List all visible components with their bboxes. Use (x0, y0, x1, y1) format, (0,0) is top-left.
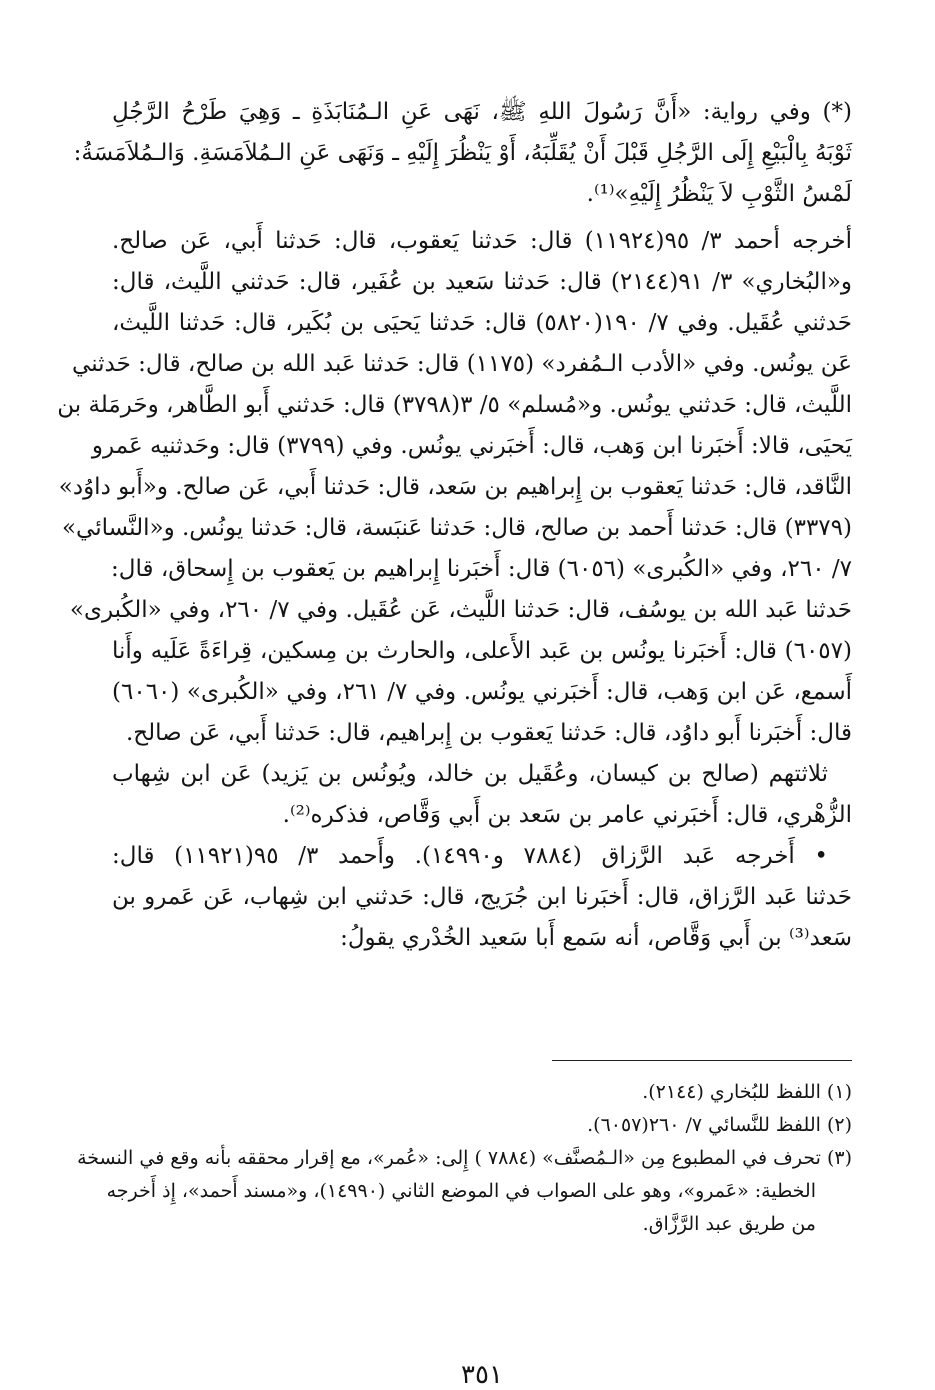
hadith-variant-text (73, 92, 852, 215)
text-line: (*) وفي رواية: «أَنَّ رَسُولَ اللهِ ﷺ، نَهَى عَنِ الـمُنَابَذَةِ ـ وَهِيَ طَرْحُ الرَّجُلِ (112, 99, 852, 125)
takhrij-paragraph-2 (112, 754, 852, 836)
text-line: سَعد⁽³⁾ بن أَبي وَقَّاص، أنه سَمع أَبا سَعيد الخُدْري يقولُ: (340, 925, 852, 951)
text-line: و«البُخاري» ٣/ ٩١(٢١٤٤) قال: حَدثنا سَعيد بن عُفَير، قال: حَدثني اللَّيث، قال: (112, 269, 853, 295)
footnote-separator (552, 1060, 852, 1061)
text-line: لَمْسُ الثَّوْبِ لاَ يَنْظُرُ إِلَيْهِ»⁽¹⁾. (586, 181, 852, 207)
text-line: ثلاثتهم (صالح بن كيسان، وعُقَيل بن خالد، ويُونُس بن يَزيد) عَن ابن شِهاب (112, 761, 828, 787)
footnotes (77, 1076, 852, 1241)
text-line: (٦٠٥٧) قال: أَخبَرنا يونُس بن عَبد الأَعلى، والحارث بن مِسكين، قِراءَةً عَلَيه وأَنا (112, 638, 852, 664)
footnote-1: (١) اللفظ للبُخاري (٢١٤٤). (642, 1081, 852, 1103)
text-line: (٣٣٧٩) قال: حَدثنا أَحمد بن صالح، قال: حَدثنا عَنبَسة، قال: حَدثنا يونُس. و«النَّسائي» (61, 515, 852, 541)
takhrij-paragraph-3 (112, 836, 852, 959)
text-line: حَدثني عُقَيل. وفي ٧/ ١٩٠(٥٨٢٠) قال: حَدثنا يَحيَى بن بُكَير، قال: حَدثنا اللَّيث، (112, 310, 852, 336)
text-line: حَدثنا عَبد الله بن يوسُف، قال: حَدثنا اللَّيث، عَن عُقَيل. وفي ٧/ ٢٦٠، وفي «الكُبرى» (69, 597, 852, 623)
footnote-2: (٢) اللفظ للنَّسائي ٧/ ٢٦٠(٦٠٥٧). (587, 1114, 852, 1136)
footnote-3-continuation: الخطية: «عَمرو»، وهو على الصواب في الموضع الثاني (١٤٩٩٠)، و«مسند أَحمد»، إِذ أَخرجه (106, 1180, 816, 1202)
text-line: قال: أَخبَرنا أَبو داوُد، قال: حَدثنا يَعقوب بن إِبراهيم، قال: حَدثنا أَبي، عَن صالح. (125, 720, 852, 746)
text-line: الزُّهْري، قال: أَخبَرني عامر بن سَعد بن أَبي وَقَّاص، فذكره⁽²⁾. (282, 802, 852, 828)
text-line: يَحيَى، قالا: أَخبَرنا ابن وَهب، قال: أَخبَرني يونُس. وفي (٣٧٩٩) قال: وحَدثنيه عَمرو (91, 433, 852, 459)
text-line: ثَوْبَهُ بِالْبَيْعِ إِلَى الرَّجُلِ قَبْلَ أَنْ يُقَلِّبَهُ، أَوْ يَنْظُرَ إِلَيْهِ ـ وَنَهَى عَنِ الـمُلاَمَسَةِ. وَالـمُلاَمَسَةُ: (73, 140, 852, 166)
text-line: ٧/ ٢٦٠، وفي «الكُبرى» (٦٠٥٦) قال: أَخبَرنا إِبراهيم بن يَعقوب بن إِسحاق، قال: (111, 556, 852, 582)
takhrij-paragraph-1 (57, 221, 853, 754)
page-number: ٣٥١ (461, 1360, 503, 1390)
text-line: أَسمع، عَن ابن وَهب، قال: أَخبَرني يونُس. وفي ٧/ ٢٦١، وفي «الكُبرى» (٦٠٦٠) (112, 679, 853, 705)
text-line: النَّاقد، قال: حَدثنا يَعقوب بن إِبراهيم بن سَعد، قال: حَدثنا أَبي، عَن صالح. و«أَبو داوُد» (58, 474, 852, 500)
text-line: • أَخرجه عَبد الرَّزاق (٧٨٨٤ و١٤٩٩٠). وأَحمد ٣/ ٩٥(١١٩٢١) قال: (112, 843, 828, 869)
page-body (57, 92, 853, 1390)
text-line: اللَّيث، قال: حَدثني يونُس. و«مُسلم» ٥/ ٣(٣٧٩٨) قال: حَدثني أَبو الطَّاهر، وحَرمَلة بن (57, 392, 852, 418)
text-line: عَن يونُس. وفي «الأدب الـمُفرد» (١١٧٥) قال: حَدثنا عَبد الله بن صالح، قال: حَدثني (72, 351, 852, 377)
footnote-3-continuation: من طريق عبد الرَّزَّاق. (642, 1213, 816, 1235)
text-line: حَدثنا عَبد الرَّزاق، قال: أَخبَرنا ابن جُرَيج، قال: حَدثني ابن شِهاب، عَن عَمرو بن (112, 884, 852, 910)
footnote-3: (٣) تحرف في المطبوع مِن «الـمُصنَّف» (٧٨٨٤ ) إِلى: «عُمر»، مع إقرار محققه بأنه وقع في النسخة (77, 1147, 852, 1169)
text-line: أخرجه أحمد ٣/ ٩٥(١١٩٢٤) قال: حَدثنا يَعقوب، قال: حَدثنا أَبي، عَن صالح. (112, 228, 853, 254)
